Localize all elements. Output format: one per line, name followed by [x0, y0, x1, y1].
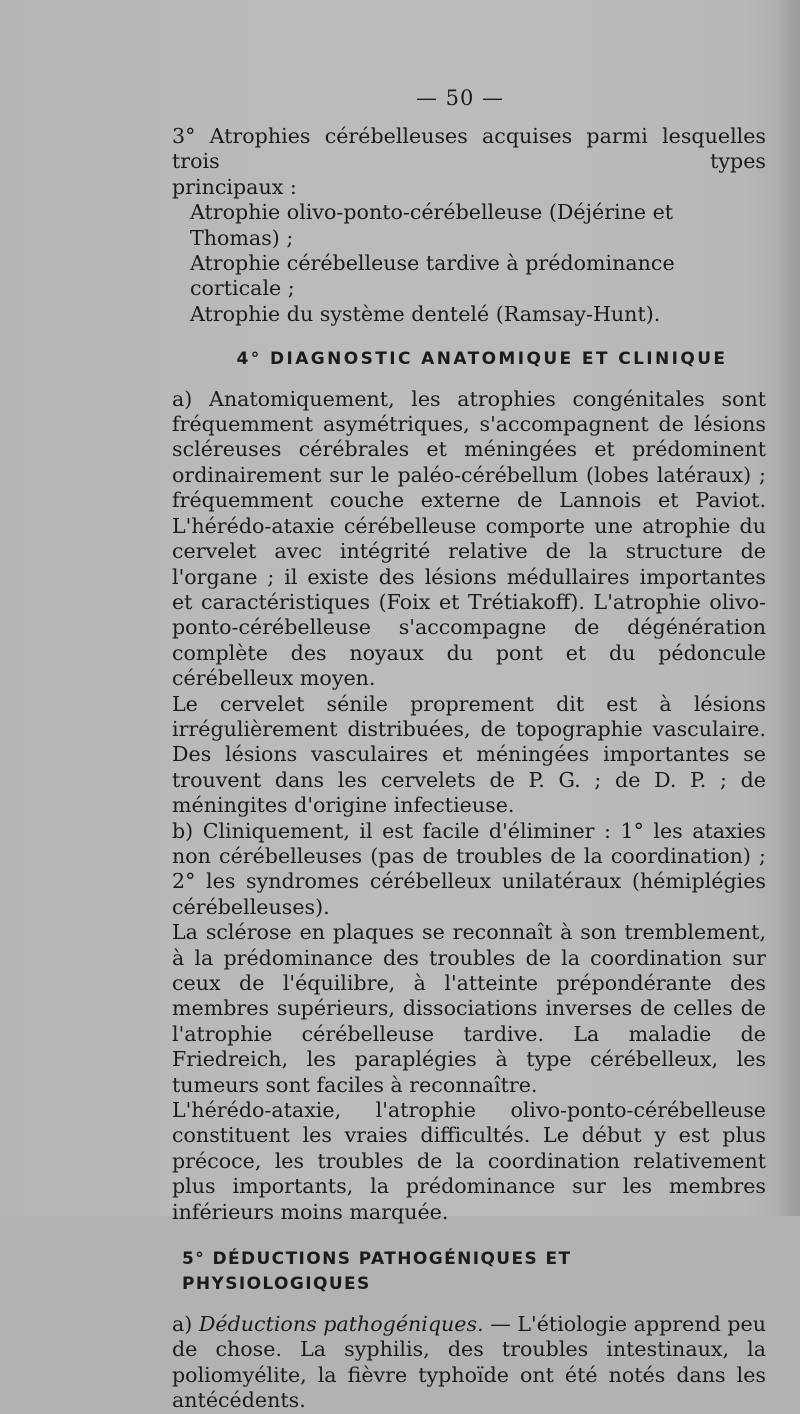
section4-para-sclerose: La sclérose en plaques se reconnaît à son tremblement, à la prédominance des troubles de la coordination sur ceux de l'équilibre, à l'atteinte prépondérante des membres supérieurs, dissociations inverses de celles de l'atrophie cérébelleuse tardive. La maladie de Friedreich, les paraplégies à type cérébelleux, les tumeurs sont faciles à reconnaître. [172, 920, 766, 1097]
section5-para-a-title: Déductions pathogéniques. [198, 1311, 484, 1336]
page-content [172, 124, 766, 1414]
section5-para-a [172, 1312, 766, 1414]
section3-item: Atrophie olivo-ponto-cérébelleuse (Déjérine et Thomas) ; [190, 200, 674, 250]
section5-heading: 5° DÉDUCTIONS PATHOGÉNIQUES ET PHYSIOLOGIQUES [182, 1249, 572, 1295]
page-edge-shadow [778, 0, 800, 1216]
section3-line1: 3° Atrophies cérébelleuses acquises parmi lesquelles trois types [172, 124, 766, 174]
section3-item: Atrophie du système dentelé (Ramsay-Hunt). [190, 301, 661, 326]
section5-para-a-label: a) [172, 1311, 193, 1336]
section3-item: Atrophie cérébelleuse tardive à prédominance corticale ; [190, 251, 675, 301]
section4-para-a: a) Anatomiquement, les atrophies congénitales sont fréquemment asymétriques, s'accompagnent de lésions scléreuses cérébrales et méningées et prédominent ordinairement sur le paléo-cérébellum (lobes latéraux) ; fréquemment couche externe de Lannois et Paviot. L'hérédo-ataxie cérébelleuse comporte une atrophie du cervelet avec intégrité relative de la structure de l'organe ; il existe des lésions médullaires importantes et caractéristiques (Foix et Trétiakoff). L'atrophie olivo-ponto-cérébelleuse s'accompagne de dégénération complète des noyaux du pont et du pédoncule cérébelleux moyen. [172, 386, 766, 691]
section4-para-senile: Le cervelet sénile proprement dit est à lésions irrégulièrement distribuées, de topographie vasculaire. Des lésions vasculaires et méningées importantes se trouvent dans les cervelets de P. G. ; de D. P. ; de méningites d'origine infectieuse. [172, 691, 766, 818]
page-number: — 50 — [415, 86, 505, 110]
section3-line2: principaux : [172, 174, 297, 199]
section4-para-heredo: L'hérédo-ataxie, l'atrophie olivo-ponto-cérébelleuse constituent les vraies difficultés. Le début y est plus précoce, les troubles de la coordination relativement plus importants, la prédominance sur les membres inférieurs moins marquée. [172, 1098, 766, 1224]
section5-para-a-text: — L'étiologie apprend peu de chose. La syphilis, des troubles intestinaux, la poliomyélite, la fièvre typhoïde ont été notés dans les antécédents. [172, 1311, 766, 1413]
section4-heading: 4° DIAGNOSTIC ANATOMIQUE ET CLINIQUE [236, 349, 728, 370]
section4-para-b: b) Cliniquement, il est facile d'éliminer : 1° les ataxies non cérébelleuses (pas de troubles de la coordination) ; 2° les syndromes cérébelleux unilatéraux (hémiplégies cérébelleuses). [172, 818, 766, 919]
